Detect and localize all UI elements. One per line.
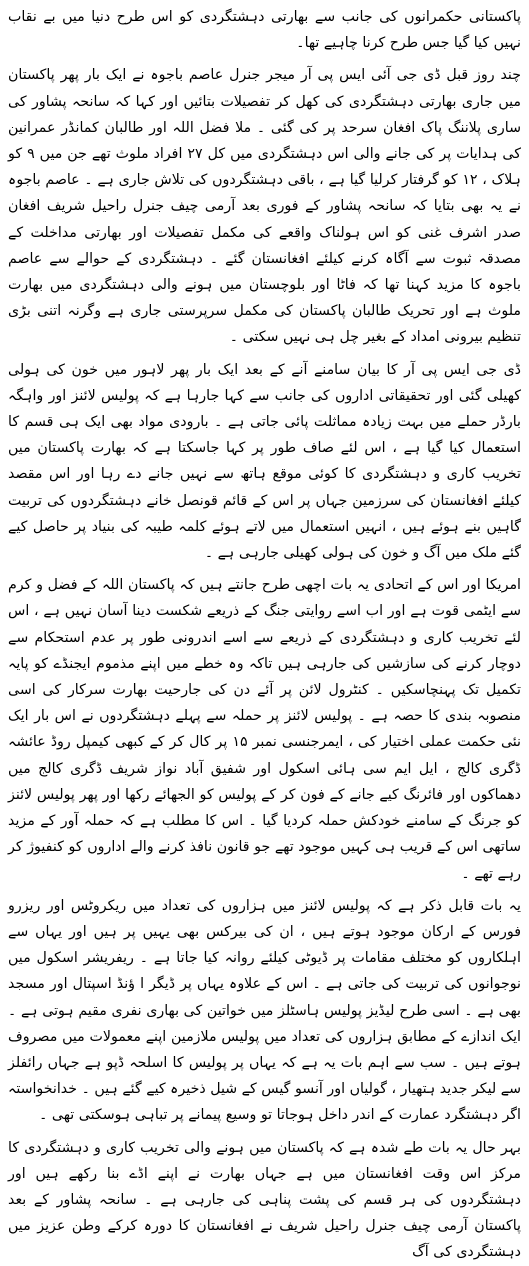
article-paragraph-4: امریکا اور اس کے اتحادی یہ بات اچھی طرح جانتے ہیں کہ پاکستان اللہ کے فضل و کرم سے ایٹمی قوت ہے اور اب اسے روایتی جنگ کے ذریعے شکست دینا آسان نہیں ہے ، اس لئے تخریب کاری و دہشتگردی کے ذریعے سے اسے اندرونی طور پر عدم استحکام سے دوچار کرنے کی سازشیں کی جارہی ہیں تاکہ وہ خطے میں اپنے مذموم ایجنڈے کو پایہ تکمیل تک پہنچاسکیں ۔ کنٹرول لائن پر آئے دن کی جارحیت بھارت سرکار کی اسی منصوبہ بندی کا حصہ ہے ۔ پولیس لائنز پر حملہ سے پہلے دہشتگردوں نے اس بار ایک نئی حکمت عملی اختیار کی ، ایمرجنسی نمبر ۱۵ پر کال کر کے کبھی کیمپل روڈ عائشہ ڈگری کالج ، ایل ایم سی ہائی اسکول اور شفیق آباد نواز شریف ڈگری کالج میں دھماکوں اور فائرنگ کیے جانے کے فون کر کے پولیس کو الجھائے رکھا اور پھر پولیس لائنز کو جرنگ کے سامنے خودکش حملہ کردیا گیا ۔ اس کا مطلب ہے کہ حملہ آور کے مزید ساتھی اس کے قریب ہی کہیں موجود تھے جو قانون نافذ کرنے والے اداروں کو کنفیوژ کر رہے تھے ۔ xyxy=(8,577,521,882)
article-paragraph-3: ڈی جی ایس پی آر کا بیان سامنے آنے کے بعد ایک بار پھر لاہور میں خون کی ہولی کھیلی گئی اور تحقیقاتی اداروں کی جانب سے کہا جارہا ہے کہ پولیس لائنز اور واہگہ بارڈر حملے میں بہت زیادہ مماثلت پائی جاتی ہے ۔ بارودی مواد بھی ایک ہی قسم کا استعمال کیا گیا ہے ، اس لئے صاف طور پر کہا جاسکتا ہے کہ بھارت پاکستان میں تخریب کاری و دہشتگردی کا کوئی موقع ہاتھ سے نہیں جانے دے رہا اور اس مقصد کیلئے افغانستان کی سرزمین جہاں پر اس کے قائم قونصل خانے دہشتگردوں کی تربیت گاہیں بنے ہوئے ہیں ، انہیں استعمال میں لاتے ہوئے کلمہ طیبہ کی بنیاد پر حاصل کیے گئے ملک میں آگ و خون کی ہولی کھیلی جارہی ہے ۔ xyxy=(8,361,521,562)
article-paragraph-6: بہر حال یہ بات طے شدہ ہے کہ پاکستان میں ہونے والی تخریب کاری و دہشتگردی کا مرکز اس وقت افغانستان میں ہے جہاں بھارت نے اپنے اڈے بنا رکھے ہیں اور دہشتگردوں کی ہر قسم کی پشت پناہی کی جارہی ہے ۔ سانحہ پشاور کے بعد پاکستان آرمی چیف جنرل راحیل شریف نے افغانستان کا دورہ کرکے وطن عزیز میں دہشتگردی کی آگ xyxy=(8,1139,521,1261)
article-paragraph-1: پاکستانی حکمرانوں کی جانب سے بھارتی دہشتگردی کو اس طرح دنیا میں بے نقاب نہیں کیا گیا جس طرح کرنا چاہیے تھا۔ xyxy=(8,9,521,52)
article-paragraph-5: یہ بات قابل ذکر ہے کہ پولیس لائنز میں ہزاروں کی تعداد میں ریکروٹس اور ریزرو فورس کے ارکان موجود ہوتے ہیں ، ان کی بیرکس بھی یہیں پر ہیں اور یہاں سے اہلکاروں کو مختلف مقامات پر ڈیوٹی کیلئے روانہ کیا جاتا ہے ۔ ریفریشر اسکول میں نوجوانوں کی تربیت کی جاتی ہے ۔ اس کے علاوہ یہاں پر ڈیگر ا ؤنڈ اسپتال اور مسجد بھی ہے ۔ اسی طرح لیڈیز پولیس ہاسٹلز میں خواتین کی بھاری نفری مقیم ہوتی ہے ۔ ایک اندازے کے مطابق ہزاروں کی تعداد میں پولیس ملازمین اپنے معمولات میں مصروف ہوتے ہیں ۔ سب سے اہم بات یہ ہے کہ یہاں پر پولیس کا اسلحہ ڈپو ہے جہاں رائفلز سے لیکر جدید ہتھیار ، گولیاں اور آنسو گیس کے شیل ذخیرہ کیے گئے ہیں ۔ خدانخواستہ اگر دہشتگرد عمارت کے اندر داخل ہوجاتا تو وسیع پیمانے پر تباہی ہوسکتی تھی ۔ xyxy=(8,897,521,1124)
article-paragraph-2: چند روز قبل ڈی جی آئی ایس پی آر میجر جنرل عاصم باجوہ نے ایک بار پھر پاکستان میں جاری بھارتی دہشتگردی کی کھل کر تفصیلات بتائیں اور کہا کہ سانحہ پشاور کی ساری پلاننگ پاک افغان سرحد پر کی گئی ۔ ملا فضل اللہ اور طالبان کمانڈر عمرانین کی ہدایات پر کی جانے والی اس دہشتگردی میں کل ۲۷ افراد ملوث تھے جن میں ۹ کو ہلاک ، ۱۲ کو گرفتار کرلیا گیا ہے ، باقی دہشتگردوں کی تلاش جاری ہے ۔ عاصم باجوہ نے یہ بھی بتایا کہ سانحہ پشاور کے فوری بعد آرمی چیف جنرل راحیل شریف افغان صدر اشرف غنی کو اس ہولناک واقعے کی مکمل تفصیلات اور بھارتی مداخلت کے مصدقہ ثبوت سے آگاہ کرنے کیلئے افغانستان گئے ۔ دہشتگردی کے حوالے سے عاصم باجوہ کا مزید کہنا تھا کہ فاٹا اور بلوچستان میں ہونے والی دہشتگردی میں بھارت ملوث ہے اور تحریک طالبان پاکستان کی مکمل سرپرستی جاری ہے وگرنہ اتنی بڑی تنظیم بیرونی امداد کے بغیر چل ہی نہیں سکتی ۔ xyxy=(8,67,522,346)
